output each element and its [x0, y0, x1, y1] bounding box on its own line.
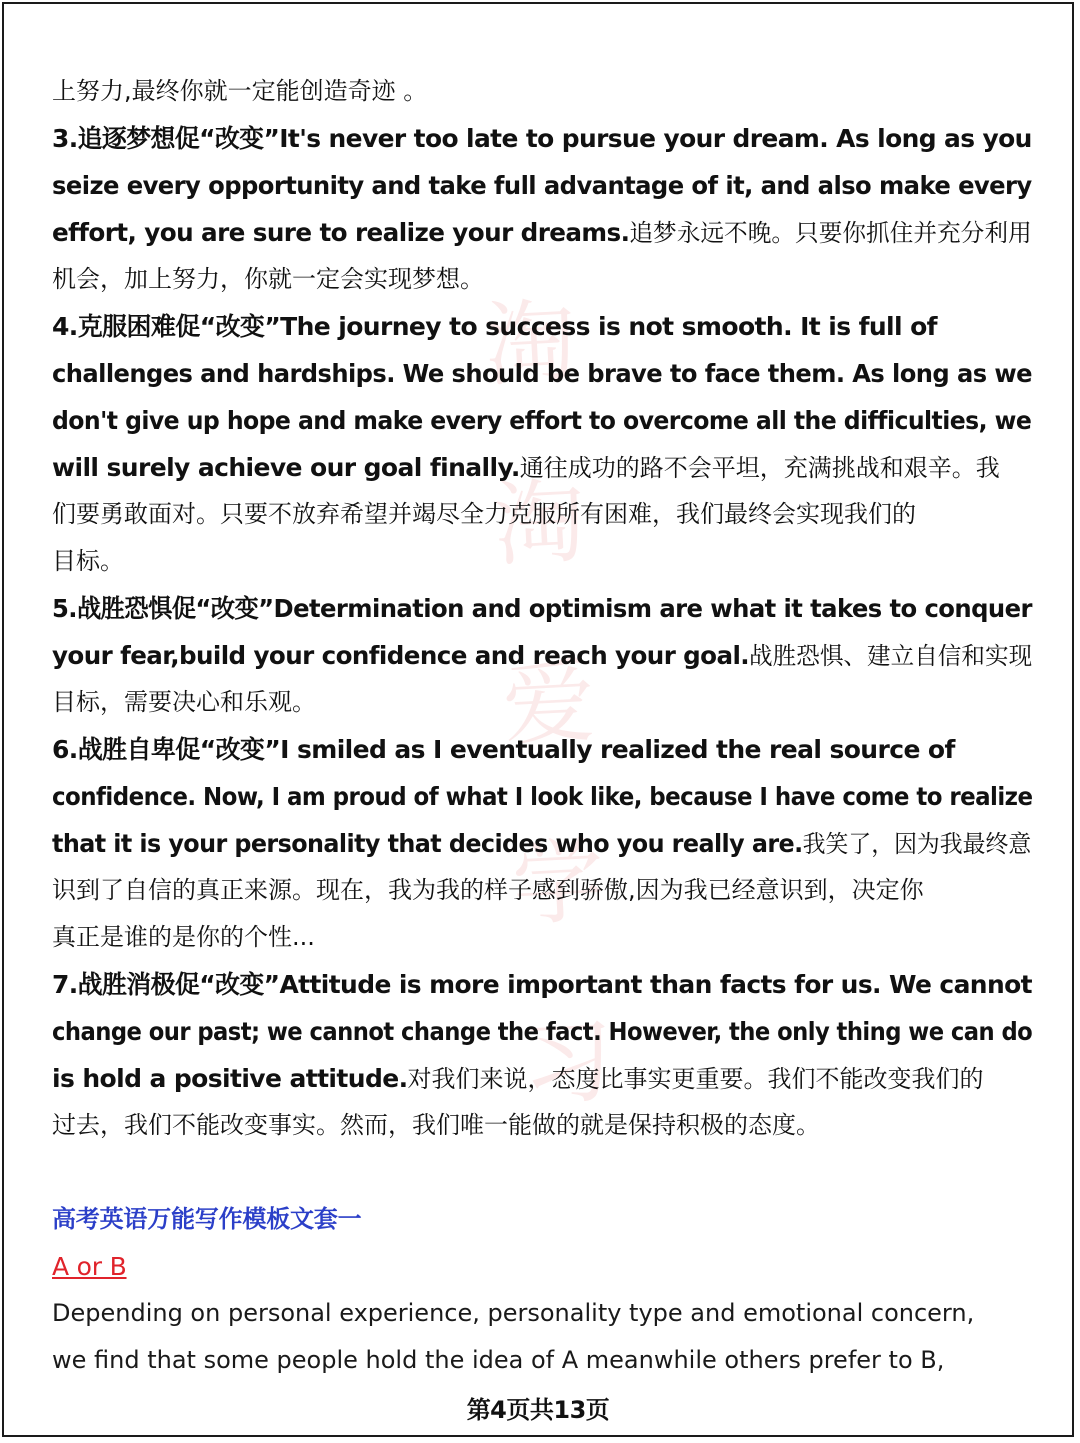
point-heading: 6.战胜自卑促“改变” — [52, 735, 281, 764]
chinese-text: 机会，加上努力，你就一定会实现梦想。 — [52, 265, 484, 293]
chinese-translation: 对我们来说，态度比事实更重要。我们不能改变我们的 — [407, 1065, 984, 1093]
chinese-text: 识到了自信的真正来源。现在，我为我的样子感到骄傲,因为我已经意识到，决定你 — [52, 876, 924, 904]
text-line — [52, 914, 1032, 961]
english-sentence: that it is your personality that decides who you really are. — [52, 829, 803, 858]
text-line — [52, 1243, 1032, 1290]
chinese-text: 目标。 — [52, 547, 124, 575]
english-sentence: Attitude is more important than facts for us. We cannot — [279, 970, 1032, 999]
text-line — [52, 397, 1032, 444]
text-line — [52, 632, 1033, 679]
watermark-char: 习 — [519, 1007, 617, 1119]
template-text: Depending on personal experience, personality type and emotional concern, — [52, 1299, 975, 1327]
text-line — [52, 867, 1032, 914]
page-content — [52, 68, 1032, 1384]
document-page — [2, 2, 1074, 1437]
english-sentence: It's never too late to pursue your dream. As long as you — [279, 124, 1032, 153]
point-heading: 5.战胜恐惧促“改变” — [52, 594, 274, 623]
text-line — [52, 961, 1032, 1008]
english-sentence: is hold a positive attitude. — [52, 1064, 408, 1093]
watermark-char: 爱 — [500, 647, 598, 760]
text-line — [52, 1337, 1032, 1384]
english-sentence: seize every opportunity and take full advantage of it, and also make every — [52, 171, 1032, 200]
template-text: we find that some people hold the idea of A meanwhile others prefer to B, — [52, 1346, 945, 1374]
text-line — [52, 162, 1032, 209]
english-sentence: challenges and hardships. We should be brave to face them. As long as we — [52, 359, 1032, 388]
section-title: 高考英语万能写作模板文套一 — [52, 1205, 362, 1233]
english-sentence: Determination and optimism are what it takes to conquer — [273, 594, 1032, 623]
text-line — [52, 726, 1032, 773]
text-line — [52, 1290, 1032, 1337]
english-sentence: change our past; we cannot change the fact. However, the only thing we can do — [52, 1017, 1033, 1046]
text-line — [52, 1055, 1032, 1102]
english-sentence: will surely achieve our goal finally. — [52, 453, 520, 482]
watermark-char: 淘 — [490, 467, 589, 580]
point-heading: 7.战胜消极促“改变” — [52, 970, 280, 999]
english-sentence: don't give up hope and make every effort to overcome all the difficulties, we — [52, 406, 1032, 435]
text-line — [52, 491, 1032, 538]
text-line — [52, 820, 1032, 867]
text-line — [52, 679, 1032, 726]
text-line — [52, 1008, 1033, 1055]
chinese-translation: 追梦永远不晚。只要你抓住并充分利用 — [629, 219, 1032, 247]
text-line — [52, 773, 1033, 820]
chinese-text: 过去，我们不能改变事实。然而，我们唯一能做的就是保持积极的态度。 — [52, 1111, 820, 1139]
english-sentence: effort, you are sure to realize your dreams. — [52, 218, 630, 247]
chinese-text: 上努力,最终你就一定能创造奇迹 。 — [52, 77, 428, 105]
text-line — [52, 585, 1032, 632]
english-sentence: confidence. Now, I am proud of what I look like, because I have come to realize — [52, 782, 1033, 811]
watermark-char: 淘 — [481, 288, 579, 400]
text-line — [52, 209, 1032, 256]
text-line — [52, 1196, 1032, 1243]
chinese-translation: 战胜恐惧、建立自信和实现 — [749, 642, 1033, 670]
text-line — [52, 350, 1032, 397]
text-line — [52, 115, 1032, 162]
text-line — [52, 303, 1032, 350]
point-heading: 4.克服困难促“改变” — [52, 312, 281, 341]
watermark-char: 学 — [509, 827, 608, 940]
chinese-translation: 通往成功的路不会平坦，充满挑战和艰辛。我 — [519, 454, 1000, 482]
chinese-text: 们要勇敢面对。只要不放弃希望并竭尽全力克服所有困难，我们最终会实现我们的 — [52, 500, 916, 528]
text-line — [52, 444, 1032, 491]
chinese-text: 目标，需要决心和乐观。 — [52, 688, 316, 716]
page-number: 第4页共13页 — [466, 1396, 610, 1424]
chinese-text: 真正是谁的是你的个性... — [52, 923, 315, 951]
chinese-translation: 我笑了，因为我最终意 — [802, 830, 1032, 858]
text-line — [52, 256, 1032, 303]
blank-line — [52, 1149, 1032, 1196]
text-line — [52, 1102, 1032, 1149]
english-sentence: I smiled as I eventually realized the real source of — [280, 735, 955, 764]
point-heading: 3.追逐梦想促“改变” — [52, 124, 280, 153]
english-sentence: The journey to success is not smooth. It is full of — [280, 312, 937, 341]
text-line — [52, 538, 1032, 585]
template-title-link[interactable]: A or B — [52, 1252, 127, 1281]
text-line — [52, 68, 1032, 115]
english-sentence: your fear,build your confidence and reach your goal. — [52, 641, 750, 670]
